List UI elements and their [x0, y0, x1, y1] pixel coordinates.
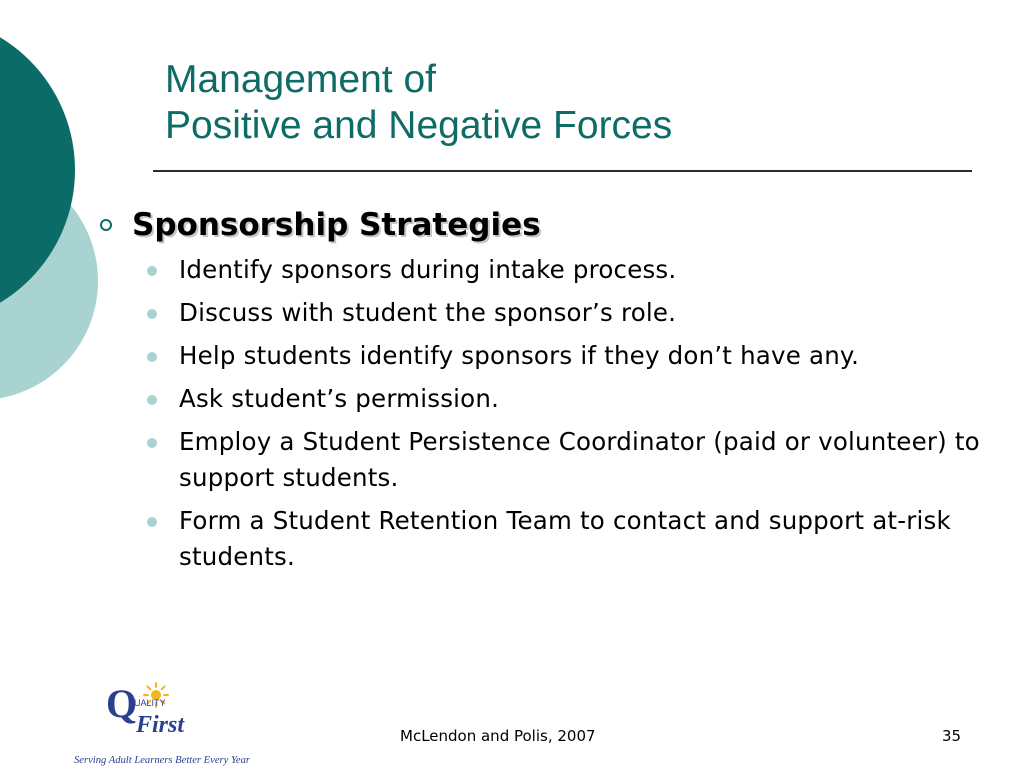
logo-tagline: Serving Adult Learners Better Every Year [74, 754, 251, 766]
list-item [147, 338, 1017, 374]
page-number: 35 [942, 727, 962, 745]
logo-first: First [136, 712, 185, 738]
ring-bullet-icon [100, 219, 112, 231]
list-item-text: Help students identify sponsors if they don’t have any. [179, 341, 860, 370]
title-line-2: Positive and Negative Forces [165, 104, 673, 147]
bullet-dot-icon [147, 266, 157, 276]
quality-first-logo [70, 672, 255, 768]
bullet-dot-icon [147, 352, 157, 362]
bullet-dot-icon [147, 395, 157, 405]
list-item-text: Ask student’s permission. [179, 384, 500, 413]
section-heading [100, 204, 541, 246]
section-heading-text: Sponsorship Strategies [132, 207, 541, 243]
list-item-text: Employ a Student Persistence Coordinator (paid or volunteer) to support students. [179, 427, 980, 492]
list-item-text: Form a Student Retention Team to contact and support at-risk students. [179, 506, 951, 571]
bullet-list [147, 252, 1017, 582]
list-item [147, 381, 1017, 417]
slide-title [165, 57, 672, 149]
list-item [147, 295, 1017, 331]
title-divider [153, 170, 972, 172]
list-item [147, 252, 1017, 288]
list-item-text: Identify sponsors during intake process. [179, 255, 677, 284]
logo-uality: UALITY [134, 698, 166, 708]
bullet-dot-icon [147, 438, 157, 448]
bullet-dot-icon [147, 517, 157, 527]
list-item [147, 424, 1017, 496]
list-item-text: Discuss with student the sponsor’s role. [179, 298, 677, 327]
list-item [147, 503, 1017, 575]
bullet-dot-icon [147, 309, 157, 319]
footer-credit: McLendon and Polis, 2007 [400, 727, 596, 745]
logo-q: Q [106, 681, 138, 726]
title-line-1: Management of [165, 58, 437, 101]
